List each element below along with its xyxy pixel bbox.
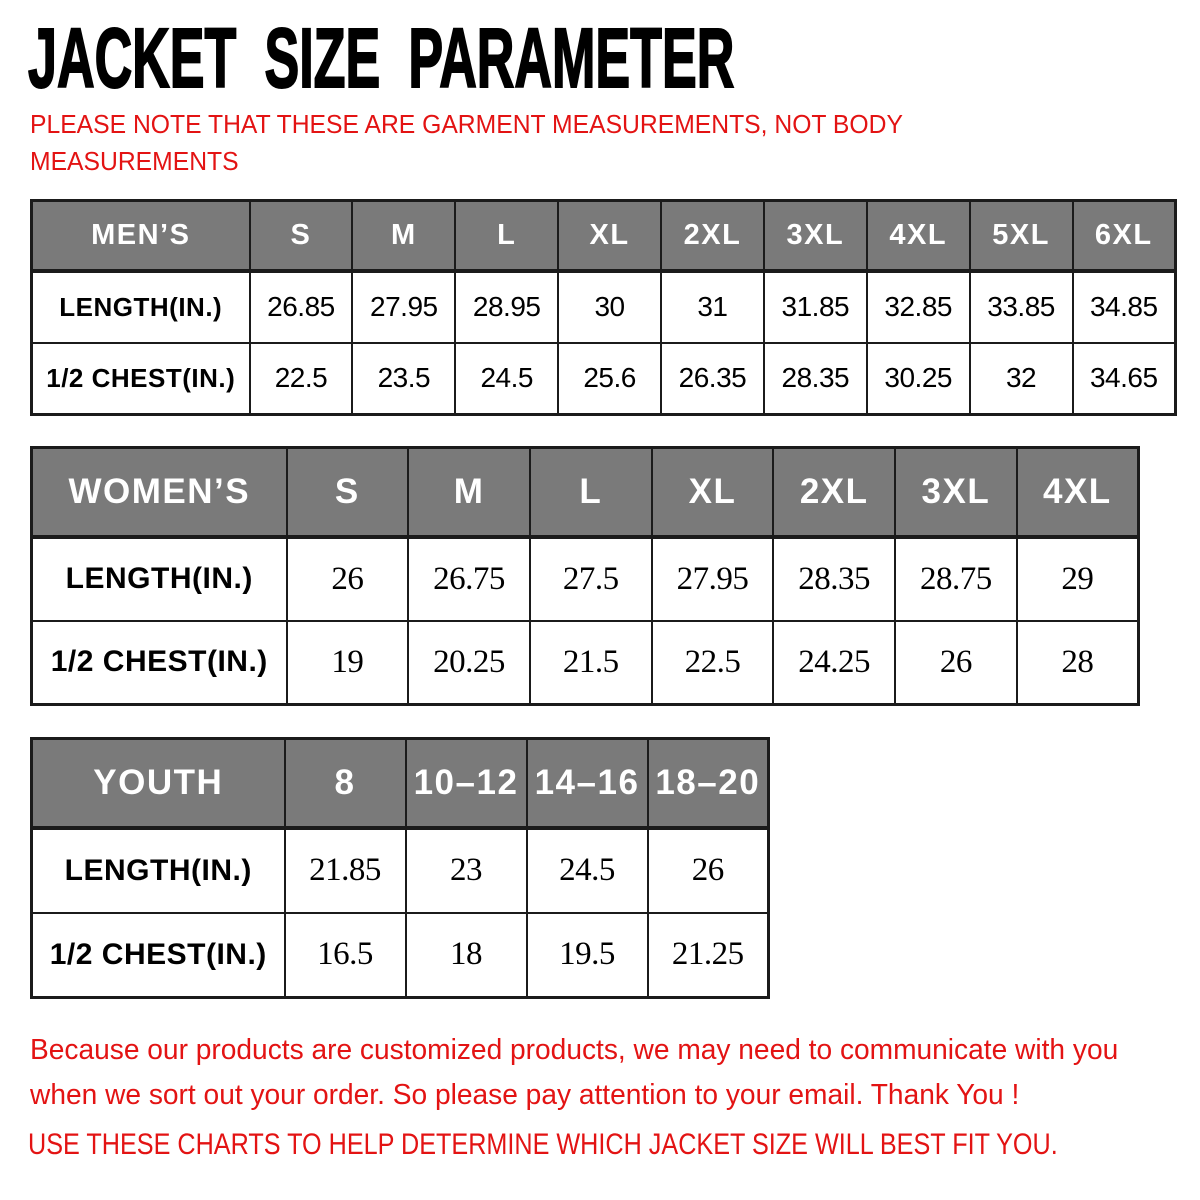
measurement-value-cell: 30.25	[867, 343, 970, 415]
size-column-header: 2XL	[773, 448, 895, 537]
measurement-value-cell: 33.85	[970, 271, 1073, 343]
table-title-cell: MEN’S	[32, 201, 250, 271]
measurement-value-cell: 20.25	[408, 621, 530, 705]
header-row	[32, 739, 769, 828]
size-table	[30, 446, 1140, 706]
measurement-row	[32, 621, 1139, 705]
measurement-value-cell: 27.5	[530, 537, 652, 621]
measurement-value-cell: 18	[406, 913, 527, 998]
measurement-value-cell: 21.5	[530, 621, 652, 705]
customization-notice	[30, 1028, 1118, 1118]
measurement-value-cell: 32.85	[867, 271, 970, 343]
measurement-row	[32, 271, 1176, 343]
measurement-value-cell: 23.5	[352, 343, 455, 415]
measurement-value-cell: 34.85	[1073, 271, 1176, 343]
size-column-header: XL	[652, 448, 774, 537]
fit-advice-line: USE THESE CHARTS TO HELP DETERMINE WHICH JACKET SIZE WILL BEST FIT YOU.	[28, 1128, 1058, 1161]
size-table	[30, 199, 1177, 416]
measurement-value-cell: 23	[406, 828, 527, 913]
size-column-header: 10–12	[406, 739, 527, 828]
measurement-value-cell: 24.25	[773, 621, 895, 705]
size-column-header: L	[530, 448, 652, 537]
measurement-value-cell: 32	[970, 343, 1073, 415]
measurement-value-cell: 26	[895, 621, 1017, 705]
youth-size-table	[30, 737, 770, 999]
size-column-header: 8	[285, 739, 406, 828]
notice-line-2: when we sort out your order. So please pay attention to your email. Thank You !	[30, 1079, 1020, 1111]
notice-line-1: Because our products are customized products, we may need to communicate with you	[30, 1034, 1119, 1066]
size-column-header: 4XL	[867, 201, 970, 271]
size-column-header: 3XL	[895, 448, 1017, 537]
measurement-value-cell: 28.35	[773, 537, 895, 621]
measurement-value-cell: 28	[1017, 621, 1139, 705]
header-row	[32, 201, 1176, 271]
size-column-header: L	[455, 201, 558, 271]
table-title-cell: YOUTH	[32, 739, 285, 828]
size-table	[30, 737, 770, 999]
size-column-header: 4XL	[1017, 448, 1139, 537]
table-title-cell: WOMEN’S	[32, 448, 287, 537]
size-column-header: 14–16	[527, 739, 648, 828]
measurement-value-cell: 29	[1017, 537, 1139, 621]
measurement-value-cell: 19.5	[527, 913, 648, 998]
size-column-header: S	[287, 448, 409, 537]
measurement-value-cell: 27.95	[352, 271, 455, 343]
measurement-value-cell: 31	[661, 271, 764, 343]
measurement-value-cell: 26	[648, 828, 769, 913]
measurement-value-cell: 26.75	[408, 537, 530, 621]
size-column-header: 6XL	[1073, 201, 1176, 271]
page-title: JACKET SIZE PARAMETER	[28, 11, 735, 105]
measurement-row	[32, 343, 1176, 415]
measurement-value-cell: 28.95	[455, 271, 558, 343]
header-row	[32, 448, 1139, 537]
size-column-header: M	[408, 448, 530, 537]
row-label-cell: LENGTH(IN.)	[32, 271, 250, 343]
size-column-header: 5XL	[970, 201, 1073, 271]
measurement-value-cell: 19	[287, 621, 409, 705]
measurement-value-cell: 22.5	[652, 621, 774, 705]
size-column-header: S	[250, 201, 353, 271]
measurement-value-cell: 16.5	[285, 913, 406, 998]
measurement-value-cell: 28.75	[895, 537, 1017, 621]
row-label-cell: LENGTH(IN.)	[32, 828, 285, 913]
measurement-value-cell: 34.65	[1073, 343, 1176, 415]
measurement-value-cell: 22.5	[250, 343, 353, 415]
measurement-value-cell: 24.5	[455, 343, 558, 415]
garment-measurement-note	[30, 106, 903, 180]
measurement-row	[32, 828, 769, 913]
row-label-cell: LENGTH(IN.)	[32, 537, 287, 621]
measurement-value-cell: 21.85	[285, 828, 406, 913]
note-line-1: PLEASE NOTE THAT THESE ARE GARMENT MEASUREMENTS, NOT BODY	[30, 109, 903, 139]
measurement-row	[32, 537, 1139, 621]
row-label-cell: 1/2 CHEST(IN.)	[32, 913, 285, 998]
measurement-value-cell: 21.25	[648, 913, 769, 998]
row-label-cell: 1/2 CHEST(IN.)	[32, 343, 250, 415]
measurement-row	[32, 913, 769, 998]
measurement-value-cell: 27.95	[652, 537, 774, 621]
measurement-value-cell: 24.5	[527, 828, 648, 913]
measurement-value-cell: 31.85	[764, 271, 867, 343]
measurement-value-cell: 26.85	[250, 271, 353, 343]
womens-size-table	[30, 446, 1140, 706]
size-column-header: XL	[558, 201, 661, 271]
size-column-header: 2XL	[661, 201, 764, 271]
measurement-value-cell: 25.6	[558, 343, 661, 415]
measurement-value-cell: 28.35	[764, 343, 867, 415]
size-column-header: M	[352, 201, 455, 271]
measurement-value-cell: 26	[287, 537, 409, 621]
measurement-value-cell: 30	[558, 271, 661, 343]
mens-size-table	[30, 199, 1177, 416]
size-column-header: 3XL	[764, 201, 867, 271]
size-column-header: 18–20	[648, 739, 769, 828]
row-label-cell: 1/2 CHEST(IN.)	[32, 621, 287, 705]
measurement-value-cell: 26.35	[661, 343, 764, 415]
note-line-2: MEASUREMENTS	[30, 146, 239, 176]
